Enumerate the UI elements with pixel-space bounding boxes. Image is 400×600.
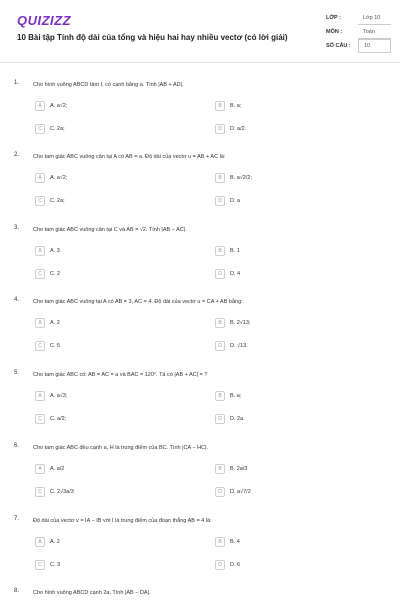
answer-option-c[interactable] <box>35 487 74 497</box>
option-letter-box: D <box>215 560 225 570</box>
option-text: D. 2a. <box>230 416 245 422</box>
answer-option-b[interactable] <box>215 318 250 328</box>
question-number: 3. <box>14 225 20 231</box>
meta-label: SỐ CÂU : <box>326 43 351 49</box>
option-text: C. 3 <box>50 562 61 568</box>
answer-option-d[interactable] <box>215 560 240 570</box>
option-letter-box: B <box>215 537 225 547</box>
option-text: A. a√2; <box>50 103 68 109</box>
option-text: A. 2 <box>50 320 60 326</box>
option-letter-box: A <box>35 391 45 401</box>
option-letter-box: C <box>35 124 45 134</box>
meta-panel <box>326 11 391 53</box>
option-letter-box: C <box>35 414 45 424</box>
answer-option-d[interactable] <box>215 414 245 424</box>
answer-option-c[interactable] <box>35 269 60 279</box>
option-text: A. 2 <box>50 539 60 545</box>
question-number: 5. <box>14 370 20 376</box>
meta-value: 10 <box>358 39 391 53</box>
option-text: D. a <box>230 198 241 204</box>
option-letter-box: A <box>35 464 45 474</box>
answer-option-b[interactable] <box>215 246 240 256</box>
question-text: Cho tam giác ABC đều cạnh a, H là trung điểm của BC. Tính |CA − HC|. <box>33 445 209 451</box>
option-text: B. a; <box>230 103 242 109</box>
answer-option-b[interactable] <box>215 464 247 474</box>
option-letter-box: B <box>215 464 225 474</box>
option-text: C. 2 <box>50 271 61 277</box>
answer-option-b[interactable] <box>215 173 252 183</box>
option-text: A. a/2 <box>50 466 65 472</box>
quizizz-logo: QUIZIZZ <box>17 13 72 28</box>
option-letter-box: C <box>35 269 45 279</box>
answer-option-c[interactable] <box>35 560 60 570</box>
question-text: Cho tam giác ABC vuông cân tại C và AB = √2. Tính |AB − AC|. <box>33 227 187 233</box>
answer-option-d[interactable] <box>215 124 246 134</box>
option-text: B. 2a/3 <box>230 466 248 472</box>
option-letter-box: A <box>35 173 45 183</box>
page-title: 10 Bài tập Tính độ dài của tổng và hiệu hai hay nhiều vectơ (có lời giải) <box>17 33 288 42</box>
option-letter-box: D <box>215 487 225 497</box>
option-text: A. a√3; <box>50 393 68 399</box>
question-text: Cho tam giác ABC vuông tại A có AB = 3, AC = 4. Độ dài của vectơ u = CA + AB bằng: <box>33 299 243 305</box>
meta-row-subject <box>326 25 391 39</box>
question-number: 1. <box>14 80 20 86</box>
answer-option-d[interactable] <box>215 269 240 279</box>
option-letter-box: B <box>215 391 225 401</box>
option-letter-box: D <box>215 196 225 206</box>
question-number: 7. <box>14 516 20 522</box>
option-letter-box: B <box>215 318 225 328</box>
answer-option-d[interactable] <box>215 196 240 206</box>
answer-option-c[interactable] <box>35 196 65 206</box>
option-text: C. 2a; <box>50 198 65 204</box>
option-letter-box: A <box>35 318 45 328</box>
meta-row-class <box>326 11 391 25</box>
meta-label: MÔN : <box>326 29 343 35</box>
option-text: D. 4 <box>230 271 241 277</box>
header-divider <box>0 62 400 63</box>
answer-option-d[interactable] <box>215 487 251 497</box>
answer-option-a[interactable] <box>35 391 67 401</box>
question-text: Cho tam giác ABC có: AB = AC = a và BAC = 120°. Tá có |AB + AC| = ? <box>33 372 208 378</box>
option-text: B. a; <box>230 393 242 399</box>
option-text: D. a/2. <box>230 126 247 132</box>
option-text: A. a√2; <box>50 175 68 181</box>
option-letter-box: A <box>35 246 45 256</box>
answer-option-a[interactable] <box>35 101 67 111</box>
question-number: 2. <box>14 152 20 158</box>
option-letter-box: A <box>35 101 45 111</box>
answer-option-a[interactable] <box>35 246 60 256</box>
option-letter-box: A <box>35 537 45 547</box>
option-text: A. 3 <box>50 248 60 254</box>
answer-option-d[interactable] <box>215 341 248 351</box>
answer-option-a[interactable] <box>35 318 60 328</box>
option-letter-box: D <box>215 414 225 424</box>
option-text: B. a√2/2; <box>230 175 252 181</box>
question-number: 8. <box>14 588 20 594</box>
meta-value: Lớp 10 <box>358 12 391 25</box>
option-letter-box: D <box>215 269 225 279</box>
answer-option-b[interactable] <box>215 101 241 111</box>
option-letter-box: C <box>35 487 45 497</box>
option-letter-box: D <box>215 124 225 134</box>
option-text: B. 1 <box>230 248 240 254</box>
option-letter-box: C <box>35 341 45 351</box>
answer-option-a[interactable] <box>35 173 67 183</box>
option-text: B. 4 <box>230 539 240 545</box>
meta-row-count <box>326 39 391 53</box>
question-number: 6. <box>14 443 20 449</box>
answer-option-a[interactable] <box>35 537 60 547</box>
option-text: B. 2√13; <box>230 320 251 326</box>
answer-option-b[interactable] <box>215 537 240 547</box>
option-text: D. a√7/2 <box>230 489 251 495</box>
answer-option-c[interactable] <box>35 124 65 134</box>
option-text: C. 2√3a/3 <box>50 489 74 495</box>
option-letter-box: C <box>35 560 45 570</box>
option-text: D. √13. <box>230 343 248 349</box>
answer-option-a[interactable] <box>35 464 64 474</box>
option-text: D. 6 <box>230 562 241 568</box>
question-number: 4. <box>14 297 20 303</box>
option-letter-box: B <box>215 173 225 183</box>
question-text: Cho tam giác ABC vuông cân tại A có AB = a. Độ dài của vectơ u = AB + AC là: <box>33 154 226 160</box>
option-letter-box: B <box>215 101 225 111</box>
meta-label: LỚP : <box>326 15 341 21</box>
answer-option-c[interactable] <box>35 414 66 424</box>
question-text: Cho hình vuông ABCD cạnh 2a. Tính |AB − DA|. <box>33 590 151 596</box>
option-text: C. 5 <box>50 343 61 349</box>
option-text: C. 2a; <box>50 126 65 132</box>
answer-option-c[interactable] <box>35 341 60 351</box>
option-letter-box: B <box>215 246 225 256</box>
option-letter-box: D <box>215 341 225 351</box>
answer-option-b[interactable] <box>215 391 241 401</box>
meta-value: Toán <box>358 26 391 39</box>
question-text: Độ dài của vectơ v = IA − IB với I là trung điểm của đoạn thẳng AB = 4 là: <box>33 518 212 524</box>
question-text: Cho hình vuông ABCD tâm I, có cạnh bằng a. Tính |AB + AD|. <box>33 82 184 88</box>
option-letter-box: C <box>35 196 45 206</box>
option-text: C. a/2; <box>50 416 67 422</box>
